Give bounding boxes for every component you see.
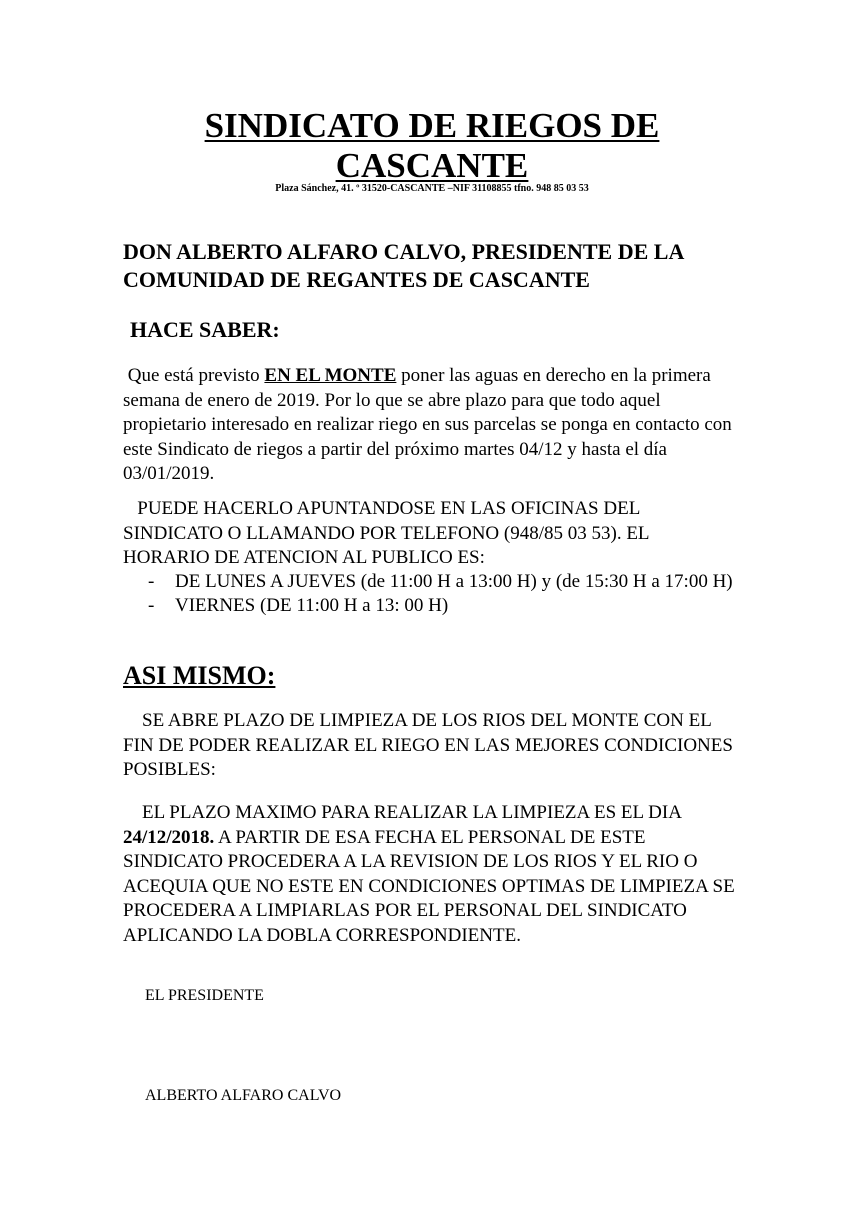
signature-role: EL PRESIDENTE [145,987,264,1004]
schedule-item: - VIERNES (DE 11:00 H a 13: 00 H) [123,594,738,618]
asi-mismo-heading-text: ASI MISMO: [123,661,276,690]
signature-name: ALBERTO ALFARO CALVO [145,1087,342,1104]
document-title [0,106,864,186]
asi-mismo-heading [123,660,738,692]
paragraph-1 [123,364,738,487]
schedule-item: - DE LUNES A JUEVES (de 11:00 H a 13:00 H) y (de 15:30 H a 17:00 H) [123,570,738,594]
intro-line-2: COMUNIDAD DE REGANTES DE CASCANTE [123,267,590,292]
paragraph-4 [123,801,738,948]
address-line: Plaza Sánchez, 41. º 31520-CASCANTE –NIF 31108855 tfno. 948 85 03 53 [275,183,589,194]
paragraph-4-prefix: EL PLAZO MAXIMO PARA REALIZAR LA LIMPIEZA ES EL DIA [123,802,686,823]
paragraph-4-date: 24/12/2018. [123,826,215,848]
schedule-list [123,570,738,618]
paragraph-4-rest: A PARTIR DE ESA FECHA EL PERSONAL DE ESTE SINDICATO PROCEDERA A LA REVISION DE LOS RIOS Y EL RIO O ACEQUIA QUE NO ESTE EN CONDICIONES OPTIMAS DE LIMPIEZA SE PROCEDERA A LIMPIARLAS POR EL PERSONAL DEL SINDICATO APLICANDO LA DOBLA CORRESPONDIENTE. [123,826,740,946]
title-line-2: CASCANTE [335,146,529,185]
paragraph-1-prefix: Que está previsto [123,365,265,386]
paragraph-1-rest: poner las aguas en derecho en la primera semana de enero de 2019. Por lo que se abre plazo para que todo aquel propietario interesado en realizar riego en sus parcelas se ponga en contacto con este Sindicato de riegos a partir del próximo martes 04/12 y hasta el día 03/01/2019. [123,365,737,484]
paragraph-3: SE ABRE PLAZO DE LIMPIEZA DE LOS RIOS DEL MONTE CON EL FIN DE PODER REALIZAR EL RIEGO EN LAS MEJORES CONDICIONES POSIBLES: [123,710,738,780]
hace-saber-heading: HACE SABER: [130,317,280,342]
title-line-2-wrap [0,146,864,186]
paragraph-1-emphasis: EN EL MONTE [264,365,397,386]
intro-heading [123,238,738,294]
intro-line-1: DON ALBERTO ALFARO CALVO, PRESIDENTE DE LA [123,239,685,264]
paragraph-2: PUEDE HACERLO APUNTANDOSE EN LAS OFICINAS DEL SINDICATO O LLAMANDO POR TELEFONO (948/85 03 53). EL HORARIO DE ATENCION AL PUBLICO ES: [123,498,654,568]
title-line-1: SINDICATO DE RIEGOS DE [204,106,660,145]
